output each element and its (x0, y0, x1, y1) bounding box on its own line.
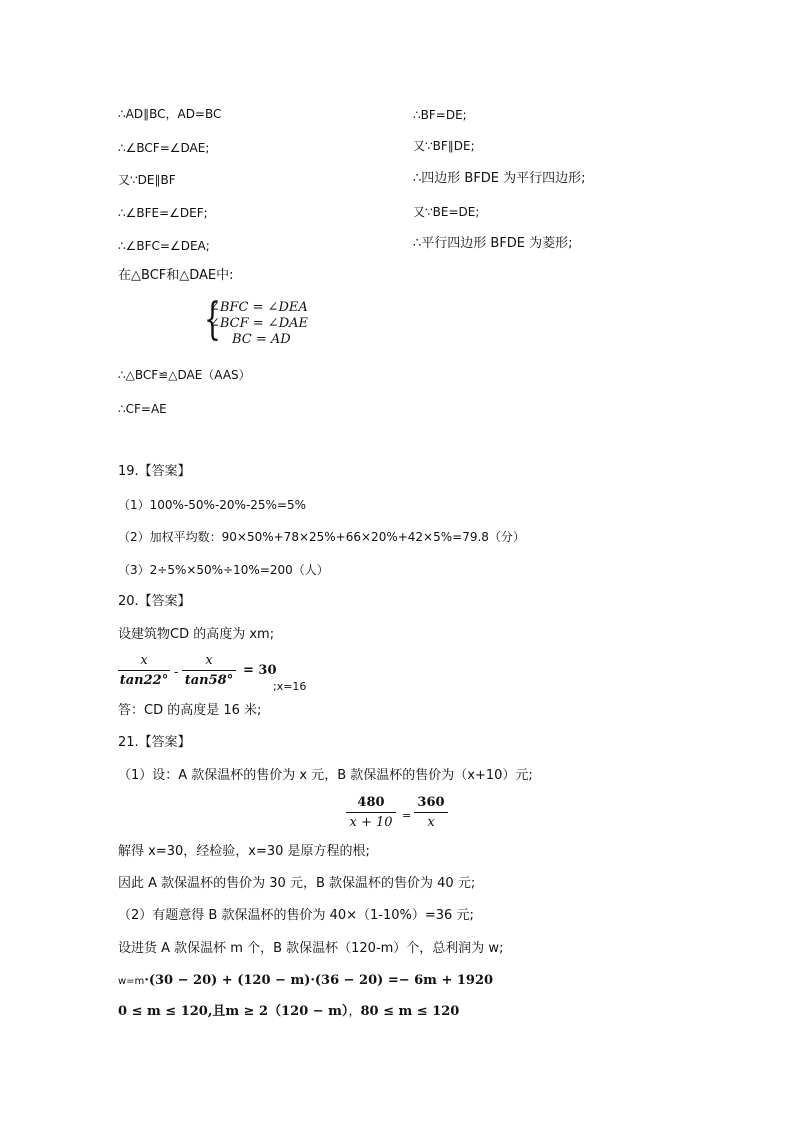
fraction-bar (346, 812, 396, 813)
fraction-bar (118, 670, 170, 671)
q20-fraction-1 (118, 652, 170, 689)
right-line-2: 又∵BF∥DE; (413, 139, 475, 153)
q21-line-5: 设进货 A 款保温杯 m 个，B 款保温杯（120-m）个，总利润为 w; (118, 941, 504, 956)
q21-line-1: （1）设：A 款保温杯的售价为 x 元，B 款保温杯的售价为（x+10）元; (118, 768, 533, 783)
system-row-3: BC = AD (232, 332, 291, 347)
left-line-4: ∴∠BFE=∠DEF; (118, 206, 208, 220)
q20-minus: - (174, 665, 179, 679)
q21-ineq-sep: ， (348, 1004, 361, 1018)
q20-title: 20.【答案】 (118, 594, 191, 609)
left-line-3: 又∵DE∥BF (118, 173, 176, 187)
q21-frac2-den: x (427, 815, 435, 830)
fraction-bar (182, 670, 236, 671)
q21-equals: = (402, 809, 412, 822)
q19-title: 19.【答案】 (118, 464, 191, 479)
q21-ineq-1: 0 ≤ m ≤ 120,且m ≥ 2（120 − m） (118, 1004, 349, 1019)
system-row-2: ∠BCF = ∠DAE (209, 316, 309, 331)
q21-line-4: （2）有题意得 B 款保温杯的售价为 40×（1-10%）=36 元; (118, 908, 474, 923)
q21-line-2: 解得 x=30，经检验，x=30 是原方程的根; (118, 844, 370, 859)
congruent-line: ∴△BCF≌△DAE（AAS） (118, 368, 251, 382)
q21-frac1-den: x + 10 (349, 815, 393, 830)
q21-fraction-1 (346, 794, 396, 831)
equation-system (204, 294, 344, 350)
q20-frac2-num: x (205, 653, 213, 668)
q20-answer: 答：CD 的高度是 16 米; (118, 703, 262, 718)
q21-line-3: 因此 A 款保温杯的售价为 30 元，B 款保温杯的售价为 40 元; (118, 876, 476, 891)
q20-frac1-num: x (140, 653, 148, 668)
right-line-1: ∴BF=DE; (413, 108, 467, 122)
q20-line-1: 设建筑物CD 的高度为 xm; (118, 627, 275, 642)
right-line-5: ∴平行四边形 BFDE 为菱形; (413, 236, 573, 251)
q20-frac2-den: tan58° (184, 673, 234, 688)
q20-equals: = 30 (243, 663, 277, 678)
right-line-4: 又∵BE=DE; (413, 205, 480, 219)
left-line-5: ∴∠BFC=∠DEA; (118, 239, 210, 253)
q21-w-expr: ·(30 − 20) + (120 − m)·(36 − 20) =− 6m + 1920 (144, 973, 494, 988)
right-line-3: ∴四边形 BFDE 为平行四边形; (413, 171, 586, 186)
q21-frac1-num: 480 (357, 795, 385, 810)
q21-title: 21.【答案】 (118, 735, 191, 750)
system-row-1: ∠BFC = ∠DEA (209, 300, 308, 315)
left-line-1: ∴AD∥BC，AD=BC (118, 107, 222, 121)
q21-frac2-num: 360 (417, 795, 445, 810)
left-brace: { (204, 294, 221, 345)
cf-ae-line: ∴CF=AE (118, 402, 167, 416)
q21-fraction-2 (414, 794, 448, 831)
q20-frac1-den: tan22° (119, 673, 169, 688)
left-line-2: ∴∠BCF=∠DAE; (118, 141, 210, 155)
q21-w-prefix: w=m (118, 976, 145, 987)
q21-w-line (118, 972, 493, 990)
q21-ineq-2: 80 ≤ m ≤ 120 (360, 1004, 460, 1019)
q19-line-3: （3）2÷5%×50%÷10%=200（人） (118, 563, 329, 577)
left-line-6: 在△BCF和△DAE中: (118, 268, 234, 283)
q20-tail: ;x=16 (273, 680, 307, 693)
q21-ineq-line (118, 1003, 459, 1020)
q19-line-1: （1）100%-50%-20%-25%=5% (118, 498, 307, 512)
fraction-bar (414, 812, 448, 813)
q19-line-2: （2）加权平均数：90×50%+78×25%+66×20%+42×5%=79.8（分） (118, 530, 525, 544)
q20-fraction-2 (182, 652, 236, 689)
